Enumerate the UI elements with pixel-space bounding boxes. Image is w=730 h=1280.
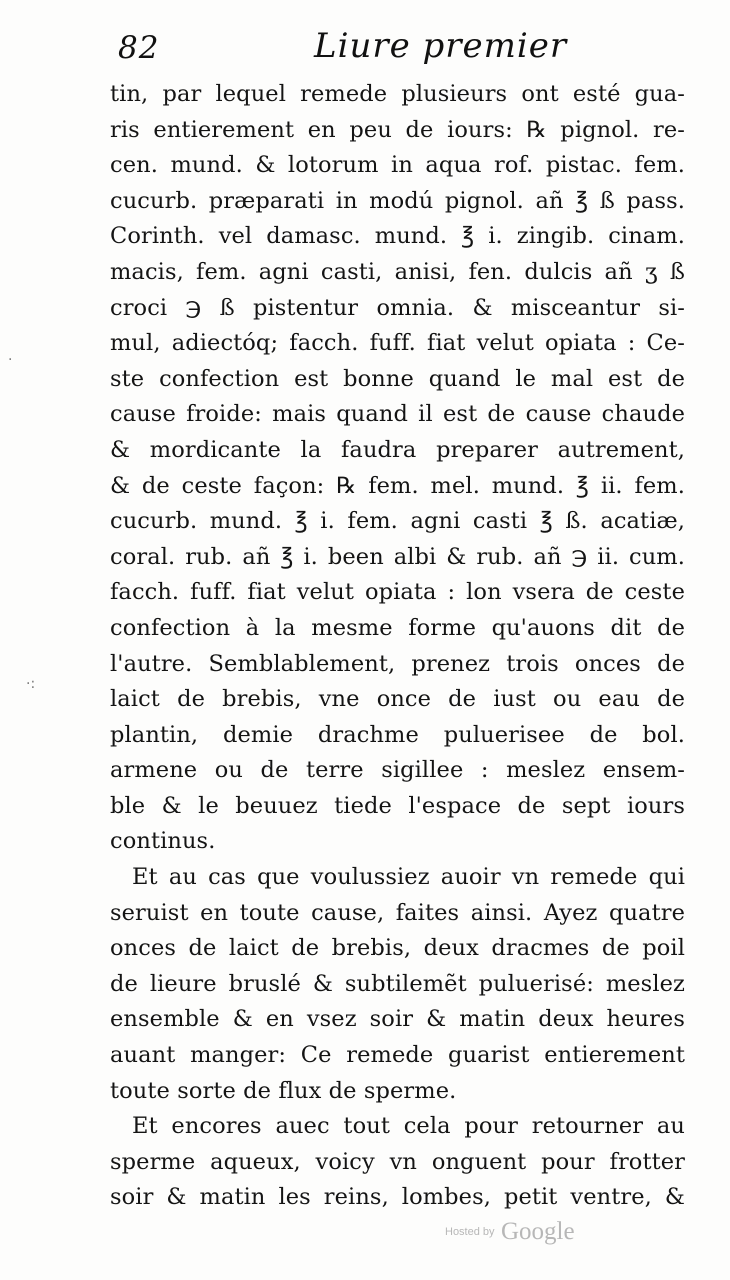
text-line: ble & le beuuez tiede l'espace de sept iours <box>110 792 685 819</box>
text-line: ste confection est bonne quand le mal est de <box>110 365 685 392</box>
text-line: & de ceste façon: ℞ fem. mel. mund. ℥ ii. fem. <box>110 472 685 499</box>
text-line: tin, par lequel remede plusieurs ont esté gua- <box>110 81 685 107</box>
text-line: cucurb. præparati in modú pignol. añ ℥ ß pass. <box>110 187 685 214</box>
text-line: sperme aqueux, voicy vn onguent pour frotter <box>110 1148 685 1175</box>
text-line: mul, adiectóq; facch. fuff. fiat velut opiata : Ce- <box>110 330 685 357</box>
text-line: seruist en toute cause, faites ainsi. Ayez quatre <box>110 899 685 926</box>
page-header <box>118 26 608 74</box>
text-line: & mordicante la faudra preparer autrement, <box>110 436 685 463</box>
text-line: armene ou de terre sigillee : meslez ensem- <box>110 757 685 784</box>
google-logo: Google <box>500 1218 575 1245</box>
text-line: ensemble & en vsez soir & matin deux heures <box>110 1006 685 1033</box>
text-line: onces de laict de brebis, deux dracmes de poil <box>110 935 685 962</box>
text-line: soir & matin les reins, lombes, petit ventre, & <box>110 1184 685 1211</box>
text-line: cause froide: mais quand il est de cause chaude <box>110 401 685 428</box>
text-line: continus. <box>110 828 216 855</box>
text-line: auant manger: Ce remede guarist entierement <box>110 1042 685 1069</box>
text-line: de lieure bruslé & subtilemẽt puluerisé: meslez <box>110 970 685 997</box>
text-line: cen. mund. & lotorum in aqua rof. pistac. fem. <box>110 152 685 179</box>
text-line: Corinth. vel damasc. mund. ℥ i. zingib. cinam. <box>110 223 685 250</box>
text-line: cucurb. mund. ℥ i. fem. agni casti ℥ ß. acatiæ, <box>110 508 685 535</box>
text-line: croci ℈ ß pistentur omnia. & misceantur si- <box>110 294 685 321</box>
watermark-prefix: Hosted by <box>445 1226 495 1238</box>
text-line: toute sorte de flux de sperme. <box>110 1077 457 1104</box>
text-line: plantin, demie drachme puluerisee de bol. <box>110 721 685 748</box>
text-line: Et encores auec tout cela pour retourner au <box>132 1113 685 1140</box>
text-line: confection à la mesme forme qu'auons dit de <box>110 614 685 641</box>
text-line: laict de brebis, vne once de iust ou eau de <box>110 686 685 713</box>
body-text <box>110 77 685 1216</box>
print-speck: ·: <box>26 676 36 692</box>
running-title: Liure premier <box>314 26 568 66</box>
text-line: facch. fuff. fiat velut opiata : lon vsera de ceste <box>110 579 685 606</box>
text-line: l'autre. Semblablement, prenez trois onces de <box>110 650 685 677</box>
text-line: macis, fem. agni casti, anisi, fen. dulcis añ ʒ ß <box>110 258 685 285</box>
print-speck: · <box>8 352 13 368</box>
text-line: coral. rub. añ ℥ i. been albi & rub. añ ℈ ii. cum. <box>110 543 685 570</box>
google-watermark <box>445 1218 575 1246</box>
text-line: ris entierement en peu de iours: ℞ pignol. re- <box>110 116 685 143</box>
text-line: Et au cas que voulussiez auoir vn remede qui <box>132 864 685 891</box>
page-number: 82 <box>118 30 160 66</box>
